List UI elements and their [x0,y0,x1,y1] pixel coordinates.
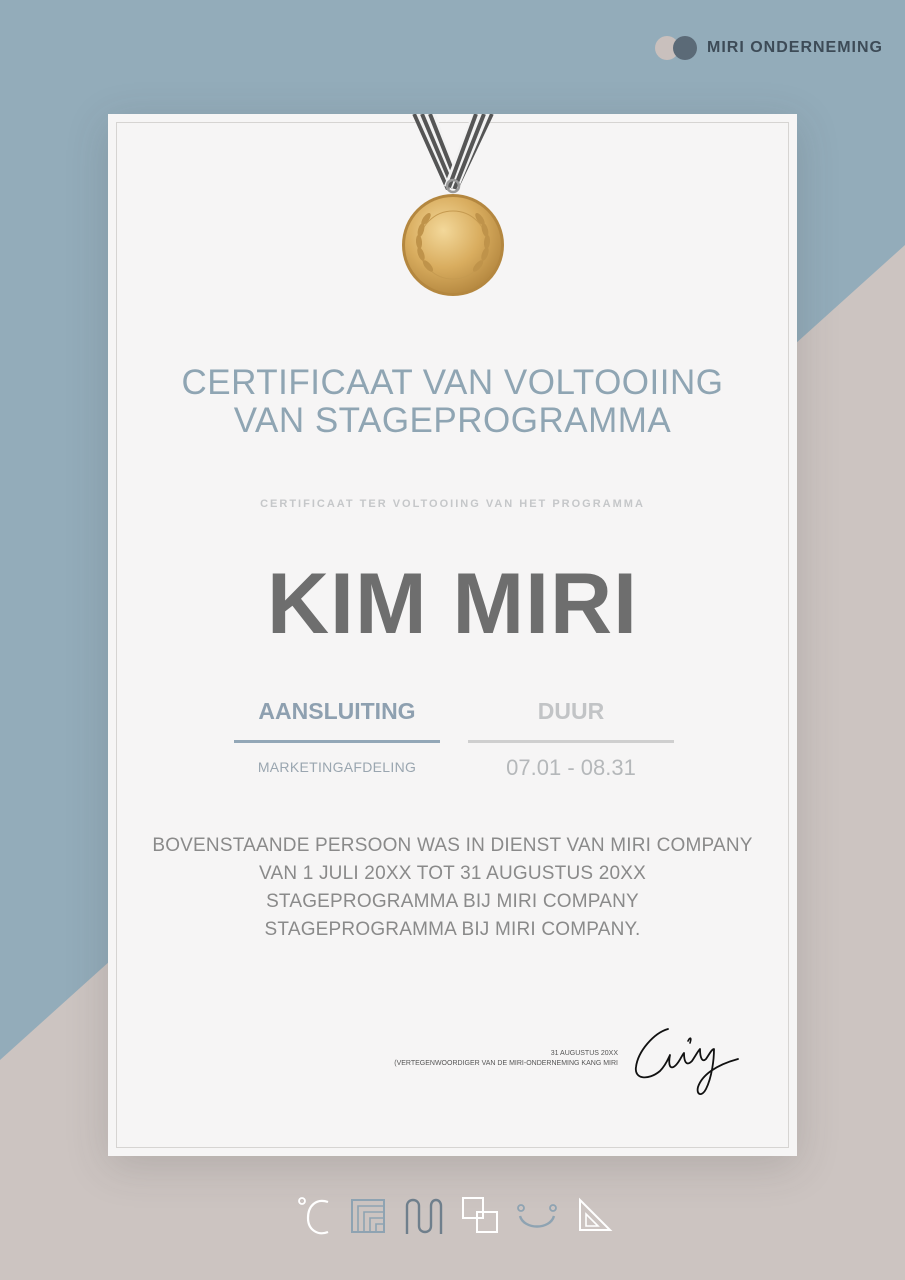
overlapping-squares-icon [461,1194,499,1238]
body-line: STAGEPROGRAMMA BIJ MIRI COMPANY. [264,919,641,940]
gold-medal-icon [388,114,518,304]
two-circles-logo-icon [655,36,699,60]
duration-divider [468,740,674,743]
celsius-shape-icon [296,1194,332,1238]
certificate-body [128,832,777,944]
title-line-2: VAN STAGEPROGRAMMA [233,401,672,440]
signature-signer: (VERTEGENWOORDIGER VAN DE MIRI-ONDERNEMING KANG MIRI [394,1060,618,1067]
affiliation-divider [234,740,440,743]
brand-name: MIRI ONDERNEMING [707,39,883,56]
handwritten-signature-icon [626,1019,746,1099]
affiliation-column [234,694,440,775]
footer-icons [296,1192,614,1240]
recipient-name: KIM MIRI [266,556,639,652]
certificate-title [108,364,797,440]
affiliation-value: MARKETINGAFDELING [257,759,417,775]
square-lines-icon [350,1194,386,1238]
wave-loop-icon [403,1194,443,1238]
signature-block [258,1049,618,1069]
smile-arc-icon [516,1194,558,1238]
set-square-icon [576,1194,614,1238]
body-line: BOVENSTAANDE PERSOON WAS IN DIENST VAN MIRI COMPANY [152,835,753,856]
affiliation-label: AANSLUITING [258,698,416,724]
duration-value: 07.01 - 08.31 [506,755,636,780]
duration-label: DUUR [537,698,605,724]
certificate-card [108,114,797,1156]
certificate-subtitle: CERTIFICAAT TER VOLTOOIING VAN HET PROGRAMMA [260,498,645,510]
duration-column [468,694,674,781]
body-line: STAGEPROGRAMMA BIJ MIRI COMPANY [266,891,639,912]
signature-date: 31 AUGUSTUS 20XX [550,1050,618,1057]
title-line-1: CERTIFICAAT VAN VOLTOOIING [181,363,724,402]
body-line: VAN 1 JULI 20XX TOT 31 AUGUSTUS 20XX [258,863,646,884]
brand [655,35,895,61]
